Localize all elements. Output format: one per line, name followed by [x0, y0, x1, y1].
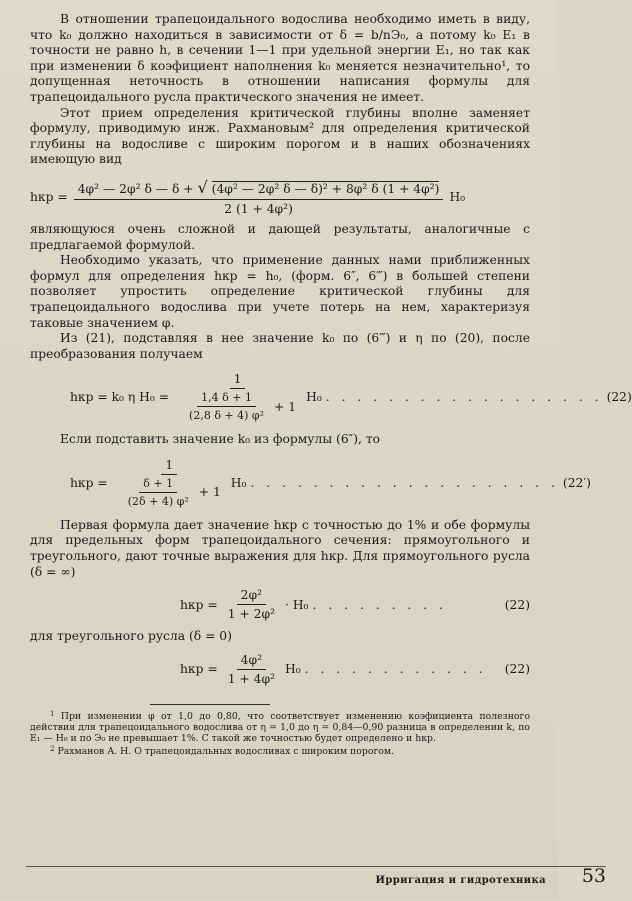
journal-title: Ирригация и гидротехника [375, 875, 546, 886]
formula-tail: H₀ [449, 189, 466, 204]
formula-lhs: hкр = [70, 475, 108, 490]
fraction-numerator: 2φ² [237, 588, 266, 605]
leader-dots: . . . . . . . . . . . . [304, 662, 487, 677]
equation-number: (22) [504, 597, 530, 612]
outer-fraction [114, 458, 225, 508]
formula-tail: · H₀ [285, 597, 309, 612]
formula-22-prime [70, 457, 591, 508]
equation-number: (22) [504, 662, 530, 677]
formula-lhs: hкр = [30, 189, 68, 204]
fraction [224, 653, 279, 686]
formula-lhs: hкр = k₀ η H₀ = [70, 390, 170, 405]
paragraph-7: Первая формула дает значение hкр с точностью до 1% и обе формулы для предельных форм трапецоидального сечения: прямоугольного и треугольного, дают точные выражения для hкр. Для прямоугольного русла (δ = ∞) [30, 517, 530, 579]
inner-denominator: (2δ + 4) φ² [127, 494, 189, 508]
footnote-marker: 2 [50, 744, 55, 753]
fraction-denominator: 1 + 2φ² [227, 607, 276, 622]
plus-one: + 1 [274, 399, 297, 414]
fraction-denominator: 2 (1 + 4φ²) [224, 201, 293, 216]
equation-number: (22) [606, 390, 632, 405]
footnote-1 [30, 709, 530, 744]
page-footer [26, 866, 606, 901]
footnote-marker: 1 [50, 709, 55, 718]
formula-rakhmanov [30, 178, 530, 216]
numerator-part-a: 4φ² — 2φ² δ — δ + [77, 181, 194, 196]
sqrt-sign: √ [197, 177, 208, 197]
inner-fraction [185, 391, 268, 422]
page-number: 53 [581, 865, 606, 887]
outer-numerator: 1 [230, 372, 246, 389]
paragraph-2: Этот прием определения критической глубины вполне заменяет формулу, приводимую инж. Рахмановым² для определения критической глубины на водосливе с широким порогом и в наших обозначениях имеющую вид [30, 105, 530, 167]
outer-denominator [175, 389, 300, 422]
formula-tail: H₀ [306, 390, 322, 405]
inner-numerator: δ + 1 [139, 477, 177, 493]
footnote-2 [30, 744, 530, 757]
formula-lhs: hкр = [180, 662, 218, 677]
formula-lhs: hкр = [180, 597, 218, 612]
inner-fraction [124, 477, 193, 508]
leader-dots: . . . . . . . . . . . . . . . . . . . . [250, 475, 559, 490]
paragraph-6: Если подставить значение k₀ из формулы (6″), то [60, 432, 381, 447]
fraction-numerator: 4φ² [237, 653, 266, 670]
paragraph-1: В отношении трапецоидального водослива необходимо иметь в виду, что k₀ должно находиться в зависимости от δ = b/nЭ₀, а потому k₀ E₁ в точности не равно h, в сечении 1—1 при удельной энергии E₁, но так как при изменении δ коэфициент наполнения k₀ меняется незначительно¹, то допущенная неточность в отношении написания формулы для трапецоидального русла практического значения не имеет. [30, 12, 530, 104]
plus-one: + 1 [198, 485, 221, 500]
paragraph-4: Необходимо указать, что применение данных нами приближенных формул для определения hкр = h₀, (форм. 6″, 6‴) в большей степени позволяет упростить определение критической глубины для трапецоидального водослива при учете потерь на нем, характеризуя таковые значением φ. [30, 253, 530, 330]
fraction-numerator [74, 178, 444, 200]
inner-denominator: (2,8 δ + 4) φ² [189, 409, 265, 423]
footnote-divider [150, 704, 270, 705]
formula-rectangular [180, 588, 530, 621]
paragraph-5: Из (21), подставляя в нее значение k₀ по (6‴) и η по (20), после преобразования получаем [30, 331, 530, 361]
footnote-2-text: Рахманов А. Н. О трапецоидальных водосливах с широким порогом. [57, 745, 395, 757]
outer-denominator [114, 475, 225, 508]
fraction [74, 178, 444, 216]
fraction-denominator: 1 + 4φ² [227, 671, 276, 686]
paragraph-3: являющуюся очень сложной и дающей результаты, аналогичные с предлагаемой формулой. [30, 221, 530, 252]
leader-dots: . . . . . . . . . [312, 597, 447, 612]
numerator-part-b: (4φ² — 2φ² δ — δ)² + 8φ² δ (1 + 4φ²) [211, 181, 440, 196]
outer-numerator: 1 [161, 458, 177, 475]
fraction [224, 588, 279, 621]
formula-triangular [180, 653, 530, 686]
paragraph-8: для треугольного русла (δ = 0) [30, 629, 232, 644]
inner-numerator: 1,4 δ + 1 [197, 391, 256, 407]
formula-tail: H₀ [230, 475, 247, 490]
outer-fraction [175, 372, 300, 422]
equation-number: (22′) [562, 475, 591, 490]
leader-dots: . . . . . . . . . . . . . . . . . . [325, 390, 603, 405]
formula-22 [70, 372, 632, 423]
formula-tail: H₀ [285, 662, 301, 677]
footnote-1-text: При изменении φ от 1,0 до 0,80, что соответствует изменению коэфициента полезного действия для трапецоидального водослива от η = 1,0 до η = 0,84—0,90 разница в определении k, по E₁ — H₀ и по Э₀ не превышает 1%. С такой же точностью будет определено и hкр. [30, 710, 530, 744]
